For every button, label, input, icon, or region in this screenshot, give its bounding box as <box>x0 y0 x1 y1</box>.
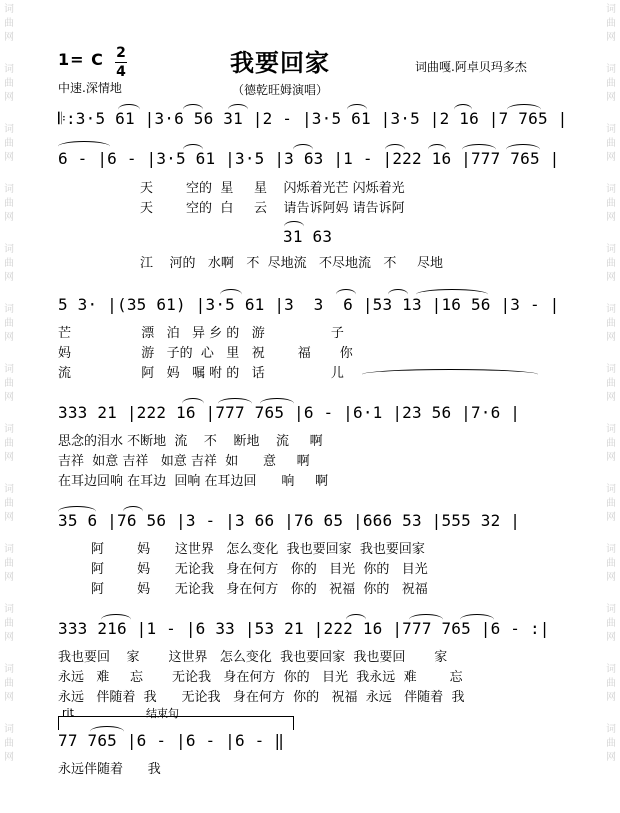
watermark-char: 曲 <box>4 678 14 689</box>
watermark-char: 曲 <box>4 378 14 389</box>
watermark-char: 词 <box>4 184 14 195</box>
slur <box>183 104 203 115</box>
watermark-char: 词 <box>606 244 616 255</box>
watermark-block <box>0 360 18 420</box>
slur <box>346 614 366 625</box>
slur <box>460 614 494 625</box>
slur <box>218 398 252 409</box>
left-watermark <box>0 0 18 813</box>
watermark-char: 网 <box>606 32 616 43</box>
watermark-block <box>0 60 18 120</box>
watermark-char: 网 <box>606 212 616 223</box>
watermark-char: 网 <box>606 692 616 703</box>
watermark-char: 曲 <box>606 438 616 449</box>
watermark-char: 网 <box>4 572 14 583</box>
watermark-char: 曲 <box>606 738 616 749</box>
lyrics-line-6-a: 阿 妈 这世界 怎么变化 我也要回家 我也要回家 <box>58 542 425 557</box>
lyrics-line-2-b: 天 空的 白 云 请告诉阿妈 请告诉阿 <box>140 201 405 216</box>
watermark-char: 网 <box>4 452 14 463</box>
watermark-char: 曲 <box>4 18 14 29</box>
watermark-char: 曲 <box>4 498 14 509</box>
watermark-char: 网 <box>4 272 14 283</box>
watermark-char: 曲 <box>606 258 616 269</box>
rit-marking: rit <box>62 706 74 719</box>
watermark-block <box>602 600 620 660</box>
lyrics-line-6-c: 阿 妈 无论我 身在何方 你的 祝福 你的 祝福 <box>58 582 428 597</box>
slur <box>123 506 143 517</box>
watermark-char: 词 <box>606 364 616 375</box>
song-credit: 词曲嘎.阿卓贝玛多杰 <box>415 60 527 74</box>
notes-line-4: 5 3· |(35 61) |3·5 61 |3 3 6 |53 13 |16 56 |3 - | <box>58 295 560 314</box>
watermark-char: 词 <box>4 124 14 135</box>
watermark-char: 网 <box>4 632 14 643</box>
watermark-block <box>602 120 620 180</box>
watermark-char: 曲 <box>4 198 14 209</box>
watermark-char: 曲 <box>4 618 14 629</box>
watermark-char: 曲 <box>4 318 14 329</box>
lyrics-line-7-c: 永远 伴随着 我 无论我 身在何方 你的 祝福 永远 伴随着 我 <box>58 690 465 705</box>
slur <box>362 369 538 380</box>
watermark-char: 网 <box>4 752 14 763</box>
lyrics-line-3: 江 河的 水啊 不 尽地流 不尽地流 不 尽地 <box>140 256 444 271</box>
lyrics-line-5-b: 吉祥 如意 吉祥 如意 吉祥 如 意 啊 <box>58 454 310 469</box>
watermark-char: 词 <box>4 364 14 375</box>
watermark-char: 词 <box>4 64 14 75</box>
watermark-char: 词 <box>606 124 616 135</box>
slur <box>385 144 405 155</box>
watermark-char: 网 <box>606 632 616 643</box>
slur <box>347 104 367 115</box>
watermark-block <box>602 660 620 720</box>
watermark-char: 词 <box>606 604 616 615</box>
watermark-char: 曲 <box>606 78 616 89</box>
watermark-char: 曲 <box>606 558 616 569</box>
watermark-char: 词 <box>4 544 14 555</box>
watermark-char: 词 <box>606 304 616 315</box>
watermark-char: 词 <box>4 664 14 675</box>
watermark-char: 词 <box>606 544 616 555</box>
watermark-char: 曲 <box>606 198 616 209</box>
slur <box>260 398 294 409</box>
watermark-block <box>602 240 620 300</box>
lyrics-line-7-b: 永远 难 忘 无论我 身在何方 你的 目光 我永远 难 忘 <box>58 670 463 685</box>
watermark-block <box>602 60 620 120</box>
watermark-char: 网 <box>606 332 616 343</box>
slur <box>454 104 472 115</box>
watermark-block <box>602 0 620 60</box>
lyrics-line-4-a: 芒 漂 泊 异 乡 的 游 子 <box>58 326 344 341</box>
watermark-char: 词 <box>4 244 14 255</box>
watermark-char: 词 <box>606 424 616 435</box>
notes-line-6: 35 6 |76 56 |3 - |3 66 |76 65 |666 53 |555 32 | <box>58 511 521 530</box>
watermark-char: 网 <box>606 572 616 583</box>
performer-note: （德乾旺姆演唱） <box>232 83 329 97</box>
watermark-char: 网 <box>4 392 14 403</box>
key-signature: 1= C <box>58 50 104 69</box>
right-watermark <box>602 0 620 813</box>
time-signature-top: 2 <box>116 45 126 61</box>
watermark-block <box>0 420 18 480</box>
watermark-char: 曲 <box>4 438 14 449</box>
slur <box>220 289 242 300</box>
watermark-char: 网 <box>4 92 14 103</box>
watermark-block <box>0 660 18 720</box>
watermark-block <box>602 360 620 420</box>
watermark-char: 曲 <box>606 138 616 149</box>
slur <box>228 104 248 115</box>
notes-line-8: 77 765 |6 - |6 - |6 - ‖ <box>58 731 285 750</box>
song-title: 我要回家 <box>230 49 330 77</box>
notes-line-2: 6 - |6 - |3·5 61 |3·5 |3 63 |1 - |222 16 |777 765 | <box>58 149 560 168</box>
lyrics-line-4-b: 妈 游 子的 心 里 祝 福 你 <box>58 346 353 361</box>
watermark-char: 词 <box>4 304 14 315</box>
watermark-char: 网 <box>4 152 14 163</box>
watermark-char: 曲 <box>4 78 14 89</box>
lyrics-line-6-b: 阿 妈 无论我 身在何方 你的 目光 你的 目光 <box>58 562 428 577</box>
watermark-char: 曲 <box>606 498 616 509</box>
watermark-char: 网 <box>606 512 616 523</box>
watermark-block <box>602 480 620 540</box>
lyrics-line-2-a: 天 空的 星 星 闪烁着光芒 闪烁着光 <box>140 181 405 196</box>
watermark-block <box>602 540 620 600</box>
watermark-char: 词 <box>606 724 616 735</box>
watermark-block <box>602 180 620 240</box>
watermark-block <box>0 600 18 660</box>
watermark-char: 曲 <box>606 318 616 329</box>
time-signature <box>114 45 128 80</box>
notes-line-7: 333 216 |1 - |6 33 |53 21 |222 16 |777 765 |6 - :| <box>58 619 550 638</box>
watermark-char: 曲 <box>606 678 616 689</box>
watermark-block <box>602 420 620 480</box>
slur <box>507 104 541 115</box>
notes-line-1: 𝄆:3·5 61 |3·6 56 31 |2 - |3·5 61 |3·5 |2 16 |7 765 | <box>58 109 568 128</box>
watermark-block <box>0 180 18 240</box>
watermark-char: 网 <box>4 212 14 223</box>
watermark-char: 词 <box>4 604 14 615</box>
watermark-char: 曲 <box>4 558 14 569</box>
slur <box>101 614 131 625</box>
watermark-char: 曲 <box>4 738 14 749</box>
watermark-char: 网 <box>4 332 14 343</box>
watermark-char: 曲 <box>4 258 14 269</box>
watermark-char: 词 <box>4 724 14 735</box>
watermark-char: 网 <box>606 272 616 283</box>
watermark-block <box>0 720 18 780</box>
tempo-marking: 中速.深情地 <box>58 81 122 95</box>
watermark-char: 词 <box>4 4 14 15</box>
watermark-block <box>602 300 620 360</box>
watermark-char: 词 <box>606 4 616 15</box>
watermark-char: 网 <box>606 152 616 163</box>
watermark-char: 词 <box>4 484 14 495</box>
slur <box>183 144 203 155</box>
slur <box>58 141 110 152</box>
lyrics-line-7-a: 我也要回 家 这世界 怎么变化 我也要回家 我也要回 家 <box>58 650 448 665</box>
lyrics-line-5-a: 思念的泪水 不断地 流 不 断地 流 啊 <box>58 434 323 449</box>
slur <box>409 614 443 625</box>
watermark-block <box>0 0 18 60</box>
slur <box>388 289 408 300</box>
watermark-char: 网 <box>606 392 616 403</box>
slur <box>428 144 446 155</box>
time-signature-divider <box>115 62 127 63</box>
watermark-char: 词 <box>606 64 616 75</box>
slur <box>462 144 496 155</box>
watermark-char: 网 <box>606 452 616 463</box>
lyrics-line-4-c: 流 阿 妈 嘱 咐 的 话 儿 <box>58 366 344 381</box>
watermark-char: 曲 <box>4 138 14 149</box>
watermark-char: 网 <box>606 92 616 103</box>
notes-line-3: 31 63 <box>283 227 333 246</box>
watermark-char: 网 <box>4 512 14 523</box>
slur <box>416 289 488 300</box>
watermark-char: 网 <box>4 32 14 43</box>
lyrics-line-5-c: 在耳边回响 在耳边 回响 在耳边回 响 啊 <box>58 474 328 489</box>
slur <box>118 104 140 115</box>
watermark-block <box>0 300 18 360</box>
slur <box>284 221 304 232</box>
slur <box>182 398 204 409</box>
watermark-char: 词 <box>606 484 616 495</box>
slur <box>58 506 96 517</box>
watermark-char: 曲 <box>606 18 616 29</box>
watermark-block <box>602 720 620 780</box>
watermark-block <box>0 120 18 180</box>
slur <box>506 144 540 155</box>
watermark-char: 曲 <box>606 378 616 389</box>
watermark-block <box>0 240 18 300</box>
watermark-char: 网 <box>4 692 14 703</box>
ending-label: 结束句 <box>146 707 179 720</box>
lyrics-line-8: 永远伴随着 我 <box>58 762 161 777</box>
notes-line-5: 333 21 |222 16 |777 765 |6 - |6·1 |23 56 |7·6 | <box>58 403 521 422</box>
watermark-char: 词 <box>606 184 616 195</box>
watermark-char: 词 <box>4 424 14 435</box>
slur <box>90 726 124 737</box>
time-signature-bottom: 4 <box>116 64 126 80</box>
slur <box>336 289 356 300</box>
watermark-char: 曲 <box>606 618 616 629</box>
watermark-block <box>0 540 18 600</box>
slur <box>293 144 313 155</box>
watermark-block <box>0 480 18 540</box>
watermark-char: 网 <box>606 752 616 763</box>
watermark-char: 词 <box>606 664 616 675</box>
